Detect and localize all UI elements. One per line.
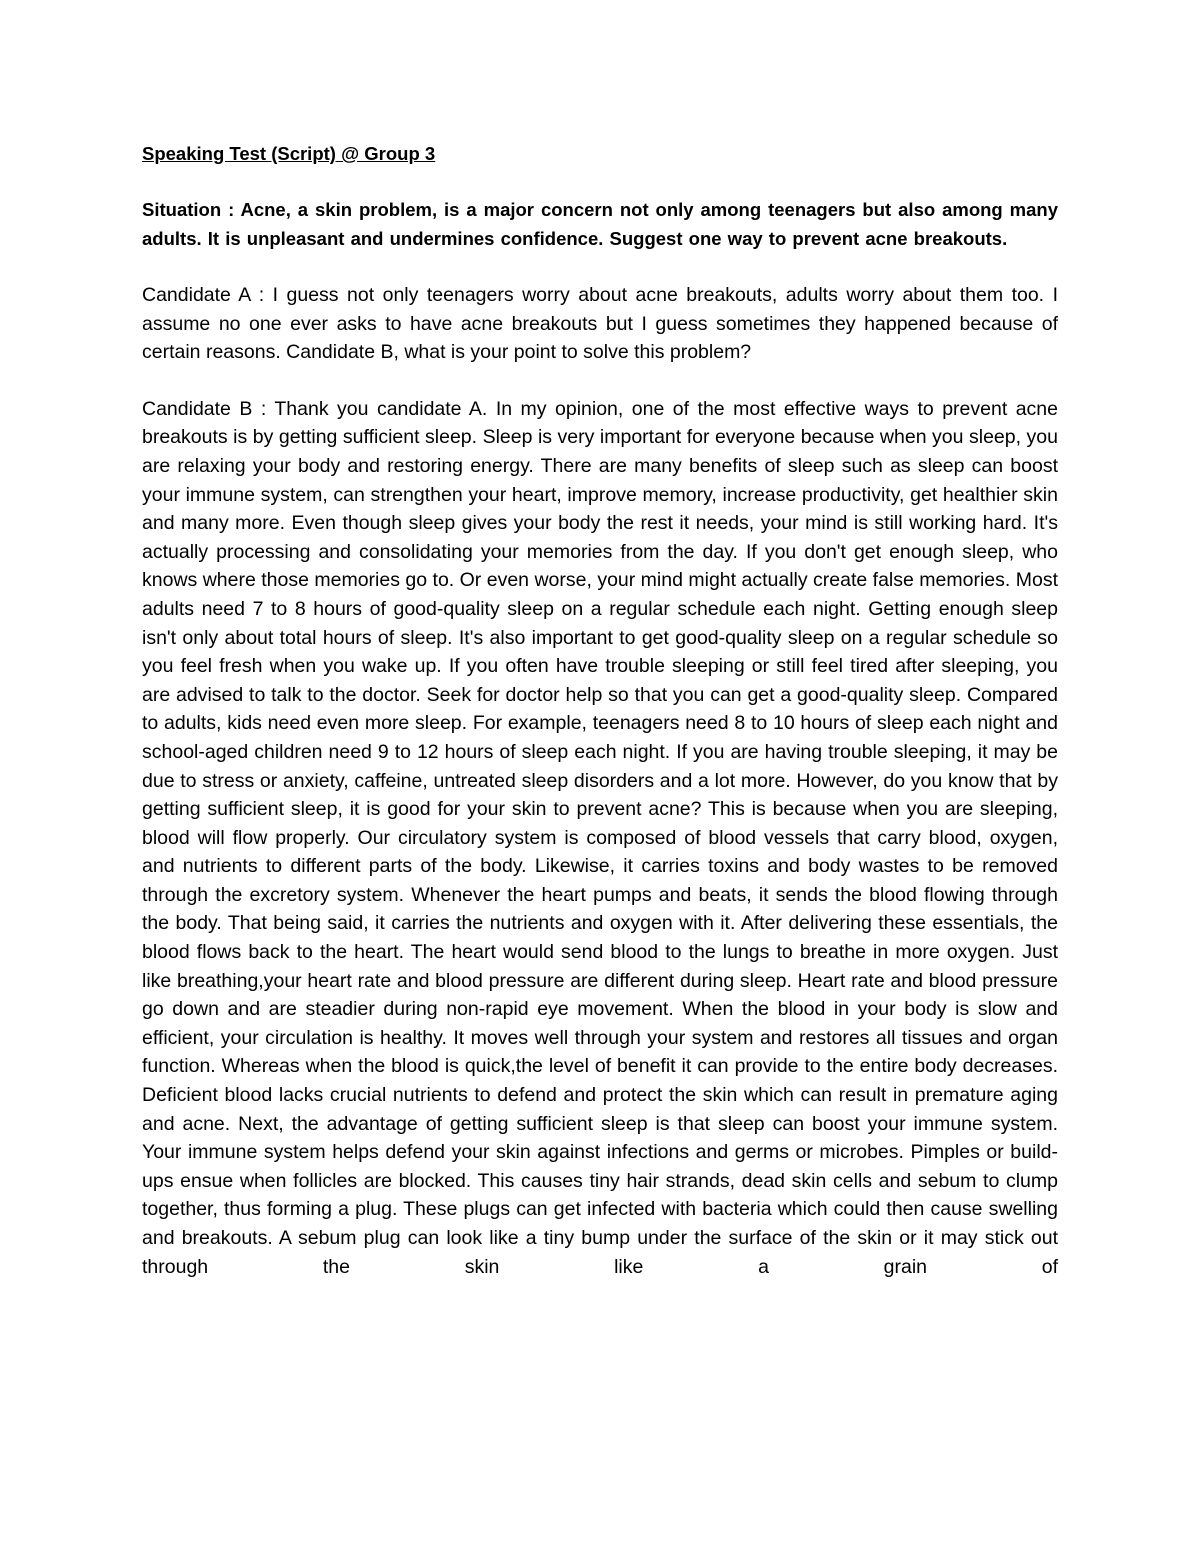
document-body xyxy=(142,140,1058,1281)
candidate-a-paragraph: Candidate A : I guess not only teenagers worry about acne breakouts, adults worry about them too. I assume no one ever asks to have acne breakouts but I guess sometimes they happened because of certain reasons. Candidate B, what is your point to solve this problem? xyxy=(142,284,1058,364)
candidate-b-paragraph: Candidate B : Thank you candidate A. In my opinion, one of the most effective ways to prevent acne breakouts is by getting sufficient sleep. Sleep is very important for everyone because when you sleep, you are relaxing your body and restoring energy. There are many benefits of sleep such as sleep can boost your immune system, can strengthen your heart, improve memory, increase productivity, get healthier skin and many more. Even though sleep gives your body the rest it needs, your mind is still working hard. It's actually processing and consolidating your memories from the day. If you don't get enough sleep, who knows where those memories go to. Or even worse, your mind might actually create false memories. Most adults need 7 to 8 hours of good-quality sleep on a regular schedule each night. Getting enough sleep isn't only about total hours of sleep. It's also important to get good-quality sleep on a regular schedule so you feel fresh when you wake up. If you often have trouble sleeping or still feel tired after sleeping, you are advised to talk to the doctor. Seek for doctor help so that you can get a good-quality sleep. Compared to adults, kids need even more sleep. For example, teenagers need 8 to 10 hours of sleep each night and school-aged children need 9 to 12 hours of sleep each night. If you are having trouble sleeping, it may be due to stress or anxiety, caffeine, untreated sleep disorders and a lot more. However, do you know that by getting sufficient sleep, it is good for your skin to prevent acne? This is because when you are sleeping, blood will flow properly. Our circulatory system is composed of blood vessels that carry blood, oxygen, and nutrients to different parts of the body. Likewise, it carries toxins and body wastes to be removed through the excretory system. Whenever the heart pumps and beats, it sends the blood flowing through the body. That being said, it carries the nutrients and oxygen with it. After delivering these essentials, the blood flows back to the heart. The heart would send blood to the lungs to breathe in more oxygen. Just like breathing,your heart rate and blood pressure are different during sleep. Heart rate and blood pressure go down and are steadier during non-rapid eye movement. When the blood in your body is slow and efficient, your circulation is healthy. It moves well through your system and restores all tissues and organ function. Whereas when the blood is quick,the level of benefit it can provide to the entire body decreases. Deficient blood lacks crucial nutrients to defend and protect the skin which can result in premature aging and acne. Next, the advantage of getting sufficient sleep is that sleep can boost your immune system. Your immune system helps defend your skin against infections and germs or microbes. Pimples or build-ups ensue when follicles are blocked. This causes tiny hair strands, dead skin cells and sebum to clump together, thus forming a plug. These plugs can get infected with bacteria which could then cause swelling and breakouts. A sebum plug can look like a tiny bump under the surface of the skin or it may stick out through the skin like a grain of xyxy=(142,397,1058,1278)
situation-prompt: Situation : Acne, a skin problem, is a major concern not only among teenagers but also among many adults. It is unpleasant and undermines confidence. Suggest one way to prevent acne breakouts. xyxy=(142,199,1058,249)
document-title: Speaking Test (Script) @ Group 3 xyxy=(142,143,436,164)
